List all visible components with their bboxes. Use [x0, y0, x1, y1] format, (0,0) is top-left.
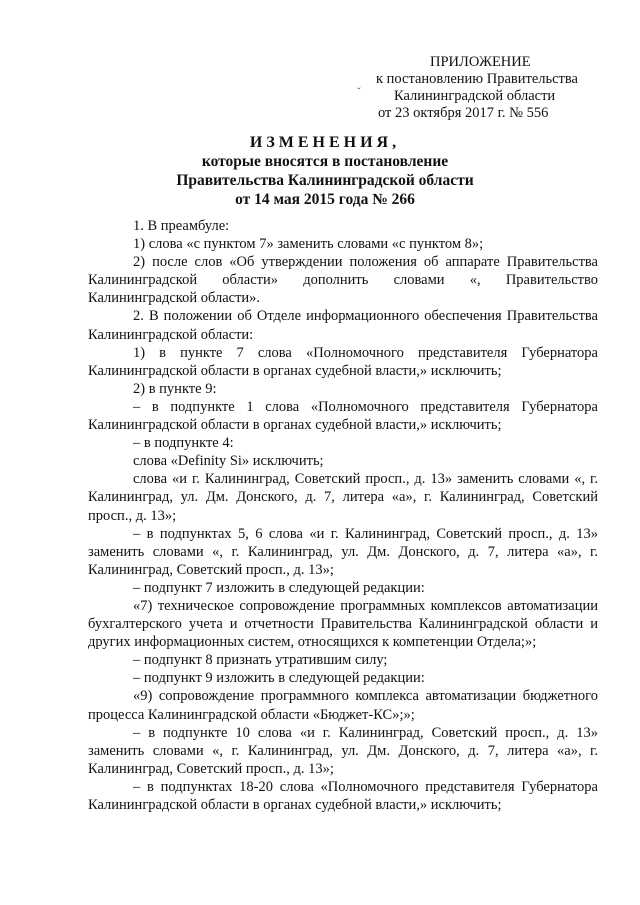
paragraph: – в подпунктах 5, 6 слова «и г. Калининград, Советский просп., д. 13» заменить словами «, г. Калининград, ул. Дм. Донского, д. 7, литера «а», г. Калининград, Советский просп., д. 13»;	[88, 525, 598, 578]
paragraph: – в подпункте 10 слова «и г. Калининград, Советский просп., д. 13» заменить словами «, г. Калининград, ул. Дм. Донского, д. 7, литера «а», г. Калининград, Советский просп., д. 13»;	[88, 724, 598, 777]
appendix-line-3: от 23 октября 2017 г. № 556	[378, 105, 549, 121]
paragraph: слова «и г. Калининград, Советский просп., д. 13» заменить словами «, г. Калининград, ул. Дм. Донского, д. 7, литера «а», г. Калининград, Советский просп., д. 13»;	[88, 471, 598, 524]
paragraph: – в подпунктах 18-20 слова «Полномочного представителя Губернатора Калининградской области в органах судебной власти,» исключить;	[88, 778, 598, 813]
paragraph: 1. В преамбуле:	[133, 218, 230, 234]
heading-line-2: Правительства Калининградской области	[176, 172, 474, 189]
heading-main: ИЗМЕНЕНИЯ,	[249, 134, 401, 151]
appendix-title: ПРИЛОЖЕНИЕ	[430, 54, 531, 70]
paragraph: 2. В положении об Отделе информационного обеспечения Правительства Калининградской области:	[88, 308, 598, 343]
scan-mark: ˇ	[357, 86, 361, 98]
paragraph: 1) слова «с пунктом 7» заменить словами «с пунктом 8»;	[133, 236, 484, 253]
paragraph: – в подпункте 4:	[133, 435, 234, 452]
document-body	[88, 217, 598, 814]
heading-line-3: от 14 мая 2015 года № 266	[235, 191, 415, 208]
paragraph: 2) в пункте 9:	[133, 380, 217, 397]
paragraph: 1) в пункте 7 слова «Полномочного представителя Губернатора Калининградской области в органах судебной власти,» исключить;	[88, 344, 598, 379]
appendix-line-2: Калининградской области	[394, 88, 556, 104]
paragraph: «9) сопровождение программного комплекса автоматизации бюджетного процесса Калининградской области «Бюджет-КС»;»;	[88, 688, 598, 723]
appendix-line-1: к постановлению Правительства	[376, 71, 578, 87]
paragraph: слова «Definity Si» исключить;	[133, 453, 324, 470]
paragraph: – подпункт 7 изложить в следующей редакции:	[133, 579, 425, 596]
document-heading	[80, 133, 570, 209]
paragraph: – подпункт 8 признать утратившим силу;	[133, 652, 388, 669]
paragraph: – в подпункте 1 слова «Полномочного представителя Губернатора Калининградской области в органах судебной власти,» исключить;	[88, 398, 598, 434]
heading-line-1: которые вносятся в постановление	[201, 153, 449, 170]
paragraph: – подпункт 9 изложить в следующей редакции:	[133, 670, 425, 687]
paragraph: 2) после слов «Об утверждении положения об аппарате Правительства Калининградской области» дополнить словами «, Правительство Калининградской области».	[88, 254, 598, 307]
paragraph: «7) техническое сопровождение программных комплексов автоматизации бухгалтерского учета и отчетности Правительства Калининградской области и других информационных систем, относящихся к компетенции Отдела;»;	[88, 597, 598, 651]
appendix-header	[357, 54, 612, 122]
